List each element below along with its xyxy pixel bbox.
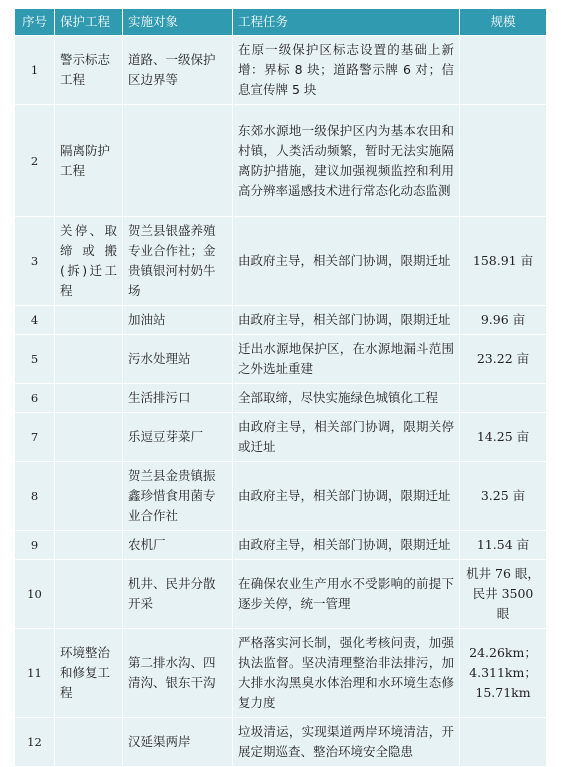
- table-container: [14, 8, 546, 767]
- row-target: 乐逗豆芽菜厂: [123, 413, 233, 462]
- row-target: 机井、民井分散开采: [123, 560, 233, 629]
- row-target: 农机厂: [123, 531, 233, 560]
- row-target: 贺兰县金贵镇振鑫珍惜食用菌专业合作社: [123, 462, 233, 531]
- row-scale: 11.54 亩: [460, 531, 547, 560]
- row-task: 由政府主导，相关部门协调，限期迁址: [233, 531, 460, 560]
- row-no: 6: [15, 384, 55, 413]
- row-project: [55, 718, 123, 767]
- row-no: 1: [15, 36, 55, 105]
- table-row: [15, 36, 547, 105]
- table-row: [15, 560, 547, 629]
- header-project: 保护工程: [55, 9, 123, 36]
- table-row: [15, 718, 547, 767]
- table-row: [15, 531, 547, 560]
- row-task: 东郊水源地一级保护区内为基本农田和村镇，人类活动频繁，暂时无法实施隔离防护措施，建议加强视频监控和利用高分辨率遥感技术进行常态化动态监测: [233, 105, 460, 217]
- row-task: 垃圾清运，实现渠道两岸环境清洁，开展定期巡查、整治环境安全隐患: [233, 718, 460, 767]
- row-project: [55, 531, 123, 560]
- row-scale: [460, 36, 547, 105]
- row-project: 隔离防护工程: [55, 105, 123, 217]
- row-project: 警示标志工程: [55, 36, 123, 105]
- row-target: 贺兰县银盛养殖专业合作社；金贵镇银河村奶牛场: [123, 217, 233, 306]
- row-no: 7: [15, 413, 55, 462]
- row-project: [55, 384, 123, 413]
- row-no: 4: [15, 306, 55, 335]
- header-no: 序号: [15, 9, 55, 36]
- protection-project-table: [14, 8, 547, 767]
- table-row: [15, 462, 547, 531]
- table-row: [15, 413, 547, 462]
- row-scale: [460, 384, 547, 413]
- row-task: 全部取缔，尽快实施绿色城镇化工程: [233, 384, 460, 413]
- row-task: 在确保农业生产用水不受影响的前提下逐步关停，统一管理: [233, 560, 460, 629]
- row-scale: 23.22 亩: [460, 335, 547, 384]
- row-no: 10: [15, 560, 55, 629]
- row-no: 2: [15, 105, 55, 217]
- row-no: 12: [15, 718, 55, 767]
- table-row: [15, 306, 547, 335]
- row-target: 生活排污口: [123, 384, 233, 413]
- row-task: 严格落实河长制，强化考核问责，加强执法监督。坚决清理整治非法排污，加大排水沟黑臭水体治理和水环境生态修复力度: [233, 629, 460, 718]
- row-scale: 机井 76 眼，民井 3500 眼: [460, 560, 547, 629]
- row-no: 5: [15, 335, 55, 384]
- row-task: 由政府主导，相关部门协调，限期迁址: [233, 217, 460, 306]
- row-target: 汉延渠两岸: [123, 718, 233, 767]
- row-no: 3: [15, 217, 55, 306]
- table-row: [15, 384, 547, 413]
- row-task: 由政府主导，相关部门协调，限期迁址: [233, 306, 460, 335]
- row-project: 关停、取缔或搬(拆)迁工程: [55, 217, 123, 306]
- row-project: [55, 462, 123, 531]
- row-target: 污水处理站: [123, 335, 233, 384]
- row-scale: 9.96 亩: [460, 306, 547, 335]
- row-no: 8: [15, 462, 55, 531]
- row-no: 9: [15, 531, 55, 560]
- row-scale: 3.25 亩: [460, 462, 547, 531]
- table-row: [15, 629, 547, 718]
- row-project: [55, 560, 123, 629]
- row-scale: 14.25 亩: [460, 413, 547, 462]
- row-project: [55, 413, 123, 462]
- table-row: [15, 105, 547, 217]
- row-target: 道路、一级保护区边界等: [123, 36, 233, 105]
- row-task: 在原一级保护区标志设置的基础上新增：界标 8 块；道路警示牌 6 对；信息宣传牌 5 块: [233, 36, 460, 105]
- row-task: 迁出水源地保护区，在水源地漏斗范围之外选址重建: [233, 335, 460, 384]
- table-header-row: [15, 9, 547, 36]
- row-target: 加油站: [123, 306, 233, 335]
- row-task: 由政府主导，相关部门协调，限期迁址: [233, 462, 460, 531]
- header-scale: 规模: [460, 9, 547, 36]
- row-scale: [460, 105, 547, 217]
- header-target: 实施对象: [123, 9, 233, 36]
- row-scale: 158.91 亩: [460, 217, 547, 306]
- table-row: [15, 217, 547, 306]
- row-project: [55, 335, 123, 384]
- row-project: 环境整治和修复工程: [55, 629, 123, 718]
- row-no: 11: [15, 629, 55, 718]
- row-scale: 24.26km；4.311km；15.71km: [460, 629, 547, 718]
- row-task: 由政府主导，相关部门协调，限期关停或迁址: [233, 413, 460, 462]
- row-project: [55, 306, 123, 335]
- row-scale: [460, 718, 547, 767]
- row-target: [123, 105, 233, 217]
- header-task: 工程任务: [233, 9, 460, 36]
- row-target: 第二排水沟、四清沟、银东干沟: [123, 629, 233, 718]
- table-row: [15, 335, 547, 384]
